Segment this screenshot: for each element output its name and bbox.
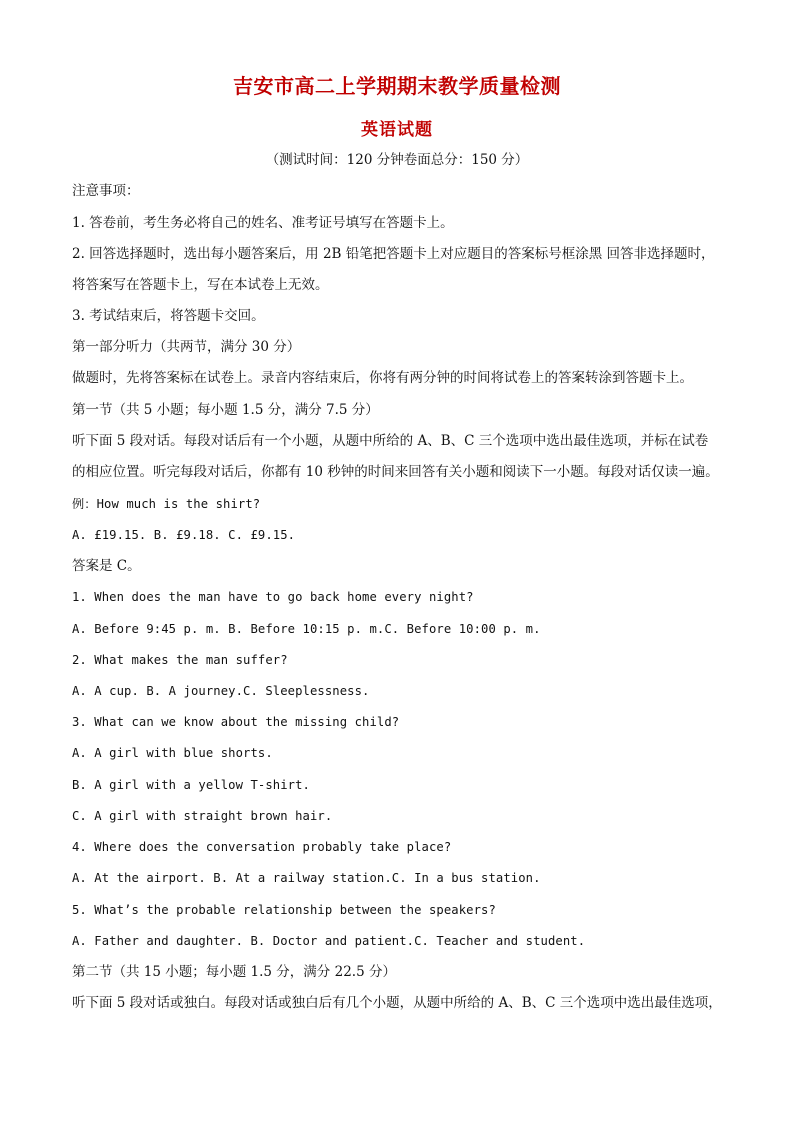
question-1: 1. When does the man have to go back home every night? bbox=[72, 590, 474, 604]
notes-heading: 注意事项： bbox=[72, 183, 140, 199]
question-2: 2. What makes the man suffer? bbox=[72, 653, 288, 667]
section1-instruction-line-1: 听下面 5 段对话。每段对话后有一个小题，从题中所给的 A、B、C 三个选项中选出最佳选项，并标在试卷 bbox=[72, 433, 709, 449]
example-answer: 答案是 C。 bbox=[72, 558, 141, 574]
question-5-options: A. Father and daughter. B. Doctor and patient.C. Teacher and student. bbox=[72, 934, 586, 948]
question-1-options: A. Before 9:45 p. m. B. Before 10:15 p. m.C. Before 10:00 p. m. bbox=[72, 622, 541, 636]
question-4: 4. Where does the conversation probably take place? bbox=[72, 840, 452, 854]
note-item-2-line-2: 将答案写在答题卡上，写在本试卷上无效。 bbox=[72, 277, 329, 293]
example-question: 例：How much is the shirt? bbox=[72, 497, 261, 511]
note-item-1: 1. 答卷前，考生务必将自己的姓名、准考证号填写在答题卡上。 bbox=[72, 215, 454, 231]
exam-subtitle: 英语试题 bbox=[361, 120, 433, 140]
note-item-3: 3. 考试结束后，将答题卡交回。 bbox=[72, 308, 265, 324]
question-3-option-b: B. A girl with a yellow T-shirt. bbox=[72, 778, 310, 792]
question-3: 3. What can we know about the missing child? bbox=[72, 715, 400, 729]
exam-time-info: （测试时间：120 分钟卷面总分：150 分） bbox=[265, 152, 529, 168]
question-3-option-a: A. A girl with blue shorts. bbox=[72, 746, 273, 760]
section2-heading: 第二节（共 15 小题；每小题 1.5 分，满分 22.5 分） bbox=[72, 964, 396, 980]
question-5: 5. What’s the probable relationship between the speakers? bbox=[72, 903, 496, 917]
part1-instruction: 做题时，先将答案标在试卷上。录音内容结束后，你将有两分钟的时间将试卷上的答案转涂到答题卡上。 bbox=[72, 370, 693, 386]
example-options: A. £19.15. B. £9.18. C. £9.15. bbox=[72, 528, 296, 542]
question-3-option-c: C. A girl with straight brown hair. bbox=[72, 809, 333, 823]
section1-instruction-line-2: 的相应位置。听完每段对话后，你都有 10 秒钟的时间来回答有关小题和阅读下一小题。每段对话仅读一遍。 bbox=[72, 464, 719, 480]
note-item-2-line-1: 2. 回答选择题时，选出每小题答案后，用 2B 铅笔把答题卡上对应题目的答案标号框涂黑 回答非选择题时， bbox=[72, 246, 715, 262]
part1-heading: 第一部分听力（共两节，满分 30 分） bbox=[72, 339, 301, 355]
question-4-options: A. At the airport. B. At a railway station.C. In a bus station. bbox=[72, 871, 541, 885]
exam-title: 吉安市高二上学期期末教学质量检测 bbox=[233, 74, 561, 98]
question-2-options: A. A cup. B. A journey.C. Sleeplessness. bbox=[72, 684, 370, 698]
section1-heading: 第一节（共 5 小题；每小题 1.5 分，满分 7.5 分） bbox=[72, 402, 379, 418]
section2-instruction-line-1: 听下面 5 段对话或独白。每段对话或独白后有几个小题，从题中所给的 A、B、C 三个选项中选出最佳选项， bbox=[72, 995, 722, 1011]
